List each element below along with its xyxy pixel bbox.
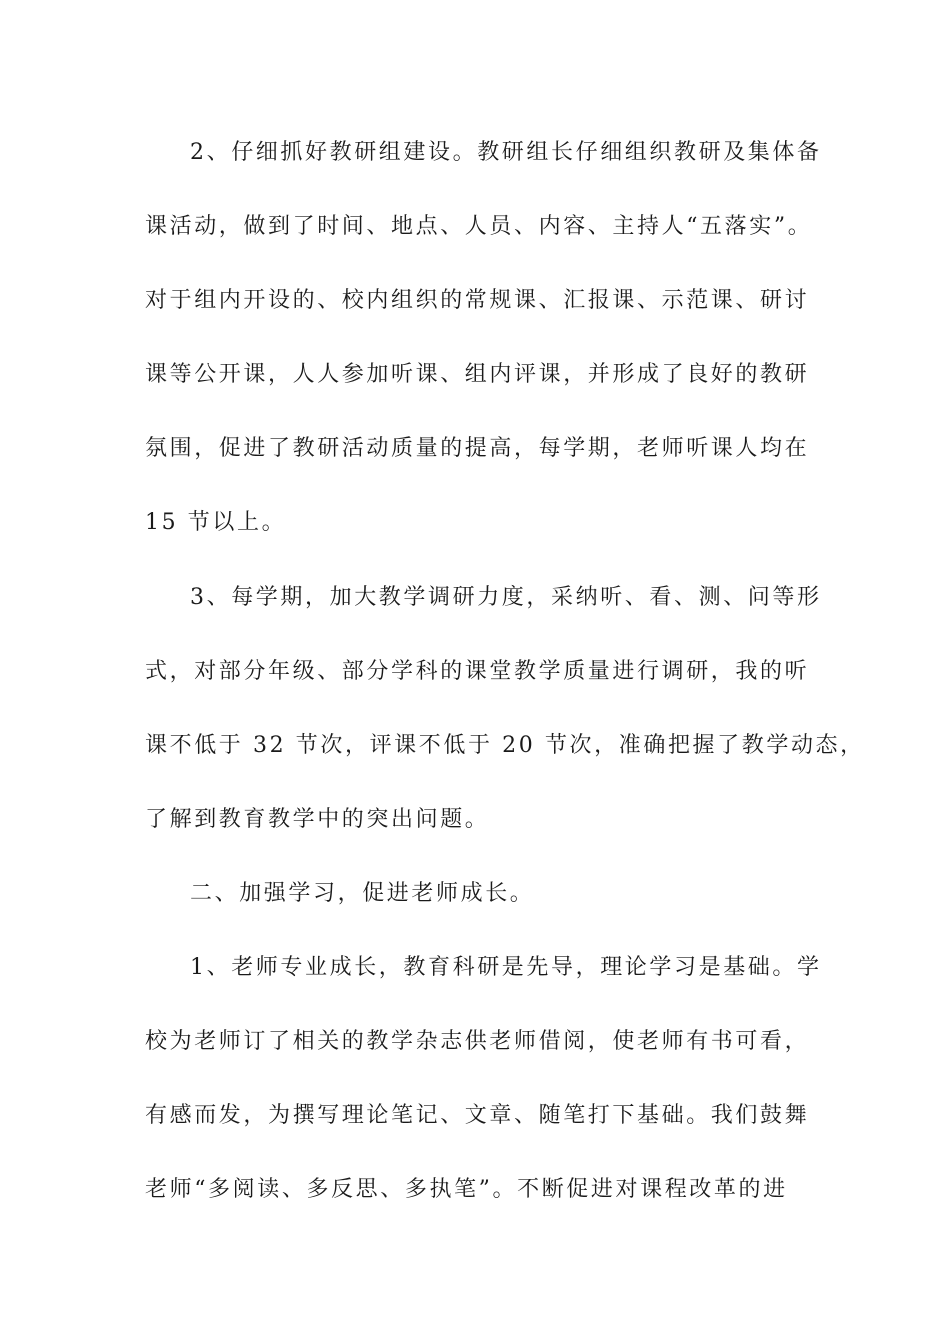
text-line: 课等公开课，人人参加听课、组内评课，并形成了良好的教研 bbox=[145, 362, 810, 387]
section-heading: 二、加强学习，促进老师成长。 bbox=[190, 881, 535, 906]
text-line: 老师“多阅读、多反思、多执笔”。不断促进对课程改革的进 bbox=[145, 1177, 788, 1202]
text-line: 3、每学期，加大教学调研力度，采纳听、看、测、问等形 bbox=[190, 585, 822, 610]
text-line: 2、仔细抓好教研组建设。教研组长仔细组织教研及集体备 bbox=[190, 140, 822, 165]
text-line: 式，对部分年级、部分学科的课堂教学质量进行调研，我的听 bbox=[145, 659, 810, 684]
text-line: 课不低于 32 节次，评课不低于 20 节次，准确把握了教学动态， bbox=[145, 733, 865, 758]
text-line: 了解到教育教学中的突出问题。 bbox=[145, 807, 490, 832]
text-line: 校为老师订了相关的教学杂志供老师借阅，使老师有书可看， bbox=[145, 1029, 810, 1054]
text-line: 对于组内开设的、校内组织的常规课、汇报课、示范课、研讨 bbox=[145, 288, 810, 313]
text-line: 氛围，促进了教研活动质量的提高，每学期，老师听课人均在 bbox=[145, 436, 810, 461]
text-line: 1、老师专业成长，教育科研是先导，理论学习是基础。学 bbox=[190, 955, 822, 980]
text-line: 有感而发，为撰写理论笔记、文章、随笔打下基础。我们鼓舞 bbox=[145, 1103, 810, 1128]
text-line: 课活动，做到了时间、地点、人员、内容、主持人“五落实”。 bbox=[145, 214, 813, 239]
text-line: 15 节以上。 bbox=[145, 510, 287, 535]
